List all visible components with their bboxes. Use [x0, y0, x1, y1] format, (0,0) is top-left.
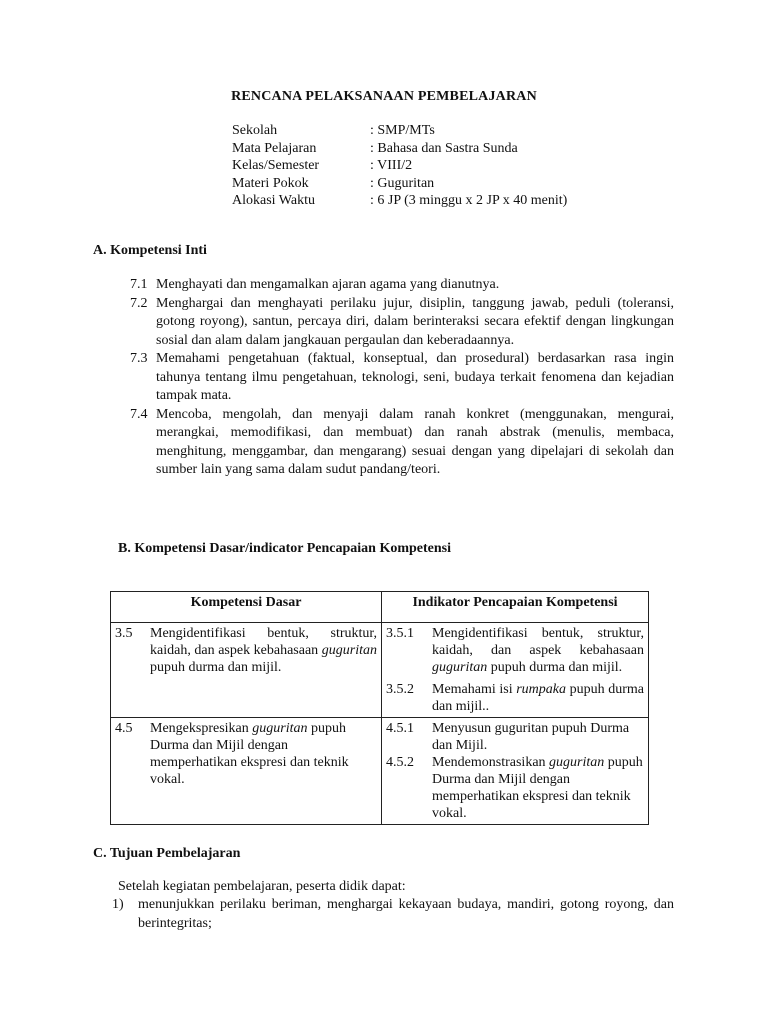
tujuan-intro: Setelah kegiatan pembelajaran, peserta didik dapat:	[118, 879, 406, 894]
kd-cell	[111, 623, 382, 718]
info-value: : SMP/MTs	[370, 123, 435, 138]
indicator-number: 4.5.1	[386, 721, 414, 736]
kd-cell	[111, 718, 382, 825]
indicator-cell	[382, 718, 649, 825]
info-row-mata-pelajaran	[232, 140, 567, 158]
indicator-text: Mengidentifikasi bentuk, struktur, kaidah, dan aspek kebahasaan guguritan pupuh durma dan mijil.	[432, 626, 644, 675]
indicator-number: 3.5.2	[386, 682, 414, 697]
info-label: Mata Pelajaran	[232, 140, 317, 156]
info-row-materi-pokok	[232, 175, 567, 193]
indicator-number: 3.5.1	[386, 626, 414, 641]
info-label: Materi Pokok	[232, 175, 309, 191]
item-text: menunjukkan perilaku beriman, menghargai kekayaan budaya, mandiri, gotong royong, dan berintegritas;	[138, 897, 674, 931]
indicator-number: 4.5.2	[386, 755, 414, 770]
item-text: Mencoba, mengolah, dan menyaji dalam ranah konkret (menggunakan, mengurai, merangkai, memodifikasi, dan membuat) dan ranah abstrak (menulis, membaca, menghitung, menggambar, dan mengarang) sesuai dengan yang dipelajari di sekolah dan sumber lain yang sama dalam sudut pandang/teori.	[156, 406, 674, 477]
info-row-alokasi-waktu	[232, 192, 567, 210]
info-value: : Bahasa dan Sastra Sunda	[370, 140, 518, 156]
info-label: Alokasi Waktu	[232, 193, 315, 209]
info-value: : VIII/2	[370, 158, 413, 174]
info-label: Kelas/Semester	[232, 158, 320, 174]
table-header-row	[111, 592, 649, 623]
item-number: 1)	[112, 897, 124, 912]
list-item	[130, 350, 674, 406]
item-number: 7.2	[130, 295, 148, 311]
section-a-heading: A. Kompetensi Inti	[93, 243, 207, 258]
table-row	[111, 718, 649, 825]
item-text: Menghargai dan menghayati perilaku jujur, disiplin, tanggung jawab, peduli (toleransi, gotong royong), santun, percaya diri, dalam berinteraksi secara efektif dengan lingkungan sosial dan alam dalam jangkauan pergaulan dan keberadaannya.	[156, 295, 674, 348]
indicator-text: Menyusun guguritan pupuh Durma dan Mijil.	[432, 721, 630, 753]
info-row-sekolah	[232, 122, 567, 140]
kd-text: Mengidentifikasi bentuk, struktur, kaidah, dan aspek kebahasaan guguritan pupuh durma dan mijil.	[150, 626, 377, 675]
identity-block	[232, 122, 567, 210]
info-label: Sekolah	[232, 123, 278, 138]
item-number: 7.3	[130, 351, 148, 366]
item-number: 7.4	[130, 406, 148, 422]
list-item	[130, 276, 674, 295]
kompetensi-table	[110, 591, 649, 825]
info-row-kelas-semester	[232, 157, 567, 175]
indicator-text: Memahami isi rumpaka pupuh durma dan mijil..	[432, 682, 644, 714]
column-header-indikator: Indikator Pencapaian Kompetensi	[382, 592, 649, 623]
section-b-heading: B. Kompetensi Dasar/indicator Pencapaian Kompetensi	[118, 541, 452, 556]
kd-text: Mengekspresikan guguritan pupuh Durma dan Mijil dengan memperhatikan ekspresi dan teknik vokal.	[150, 721, 349, 787]
list-item	[112, 896, 674, 933]
tujuan-list	[112, 896, 674, 933]
info-value: : 6 JP (3 minggu x 2 JP x 40 menit)	[370, 193, 568, 209]
indicator-cell	[382, 623, 649, 718]
indicator-text: Mendemonstrasikan guguritan pupuh Durma dan Mijil dengan memperhatikan ekspresi dan teknik vokal.	[432, 755, 643, 821]
document-title: RENCANA PELAKSANAAN PEMBELAJARAN	[231, 89, 537, 104]
item-text: Menghayati dan mengamalkan ajaran agama yang dianutnya.	[156, 277, 500, 292]
kd-number: 3.5	[115, 626, 133, 641]
info-value: : Guguritan	[370, 175, 435, 191]
kompetensi-inti-list	[130, 276, 674, 480]
column-header-kompetensi-dasar: Kompetensi Dasar	[111, 592, 382, 623]
kd-number: 4.5	[115, 721, 133, 736]
list-item	[130, 406, 674, 480]
table-row	[111, 623, 649, 718]
item-number: 7.1	[130, 277, 148, 292]
section-c-heading: C. Tujuan Pembelajaran	[93, 846, 241, 861]
list-item	[130, 295, 674, 351]
item-text: Memahami pengetahuan (faktual, konseptual, dan prosedural) berdasarkan rasa ingin tahunya tentang ilmu pengetahuan, teknologi, seni, budaya terkait fenomena dan kejadian tampak mata.	[156, 351, 674, 403]
